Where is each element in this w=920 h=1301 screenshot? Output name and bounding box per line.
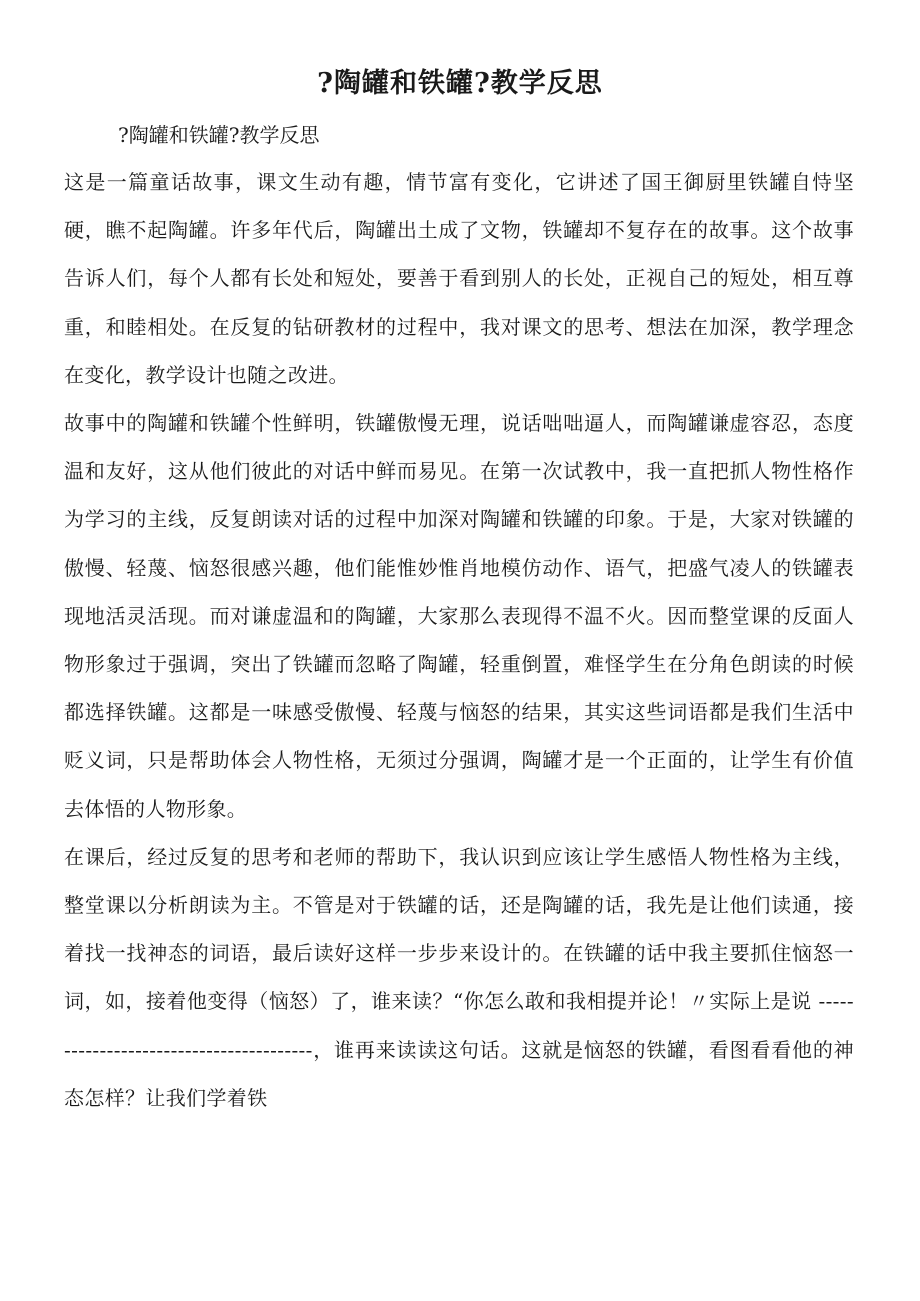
document-title: ?陶罐和铁罐?教学反思 xyxy=(317,68,603,99)
paragraph-1: 这是一篇童话故事，课文生动有趣，情节富有变化，它讲述了国王御厨里铁罐自恃坚硬，瞧不起陶罐。许多年代后，陶罐出土成了文物，铁罐却不复存在的故事。这个故事告诉人们，每个人都有长处和短处，要善于看到别人的长处，正视自己的短处，相互尊重，和睦相处。在反复的钻研教材的过程中，我对课文的思考、想法在加深，教学理念在变化，教学设计也随之改进。 xyxy=(64,170,854,387)
paragraph-3: 在课后，经过反复的思考和老师的帮助下，我认识到应该让学生感悟人物性格为主线，整堂课以分析朗读为主。不管是对于铁罐的话，还是陶罐的话，我先是让他们读通，接着找一找神态的词语，最后读好这样一步步来设计的。在铁罐的话中我主要抓住恼怒一词，如，接着他变得（恼怒）了，谁来读？“你怎么敢和我相提并论！〃实际上是说 ----------------------------------------，谁再来读读这句话。这就是恼怒的铁罐，看图看看他的神态怎样？让我们学着铁 xyxy=(64,844,854,1110)
document-body xyxy=(64,158,854,1122)
paragraph-2: 故事中的陶罐和铁罐个性鲜明，铁罐傲慢无理，说话咄咄逼人，而陶罐谦虚容忍，态度温和友好，这从他们彼此的对话中鲜而易见。在第一次试教中，我一直把抓人物性格作为学习的主线，反复朗读对话的过程中加深对陶罐和铁罐的印象。于是，大家对铁罐的傲慢、轻蔑、恼怒很感兴趣，他们能惟妙惟肖地模仿动作、语气，把盛气凌人的铁罐表现地活灵活现。而对谦虚温和的陶罐，大家那么表现得不温不火。因而整堂课的反面人物形象过于强调，突出了铁罐而忽略了陶罐，轻重倒置，难怪学生在分角色朗读的时候都选择铁罐。这都是一味感受傲慢、轻蔑与恼怒的结果，其实这些词语都是我们生活中贬义词，只是帮助体会人物性格，无须过分强调，陶罐才是一个正面的，让学生有价值去体悟的人物形象。 xyxy=(64,411,854,821)
document-subtitle: ?陶罐和铁罐?教学反思 xyxy=(118,123,320,147)
